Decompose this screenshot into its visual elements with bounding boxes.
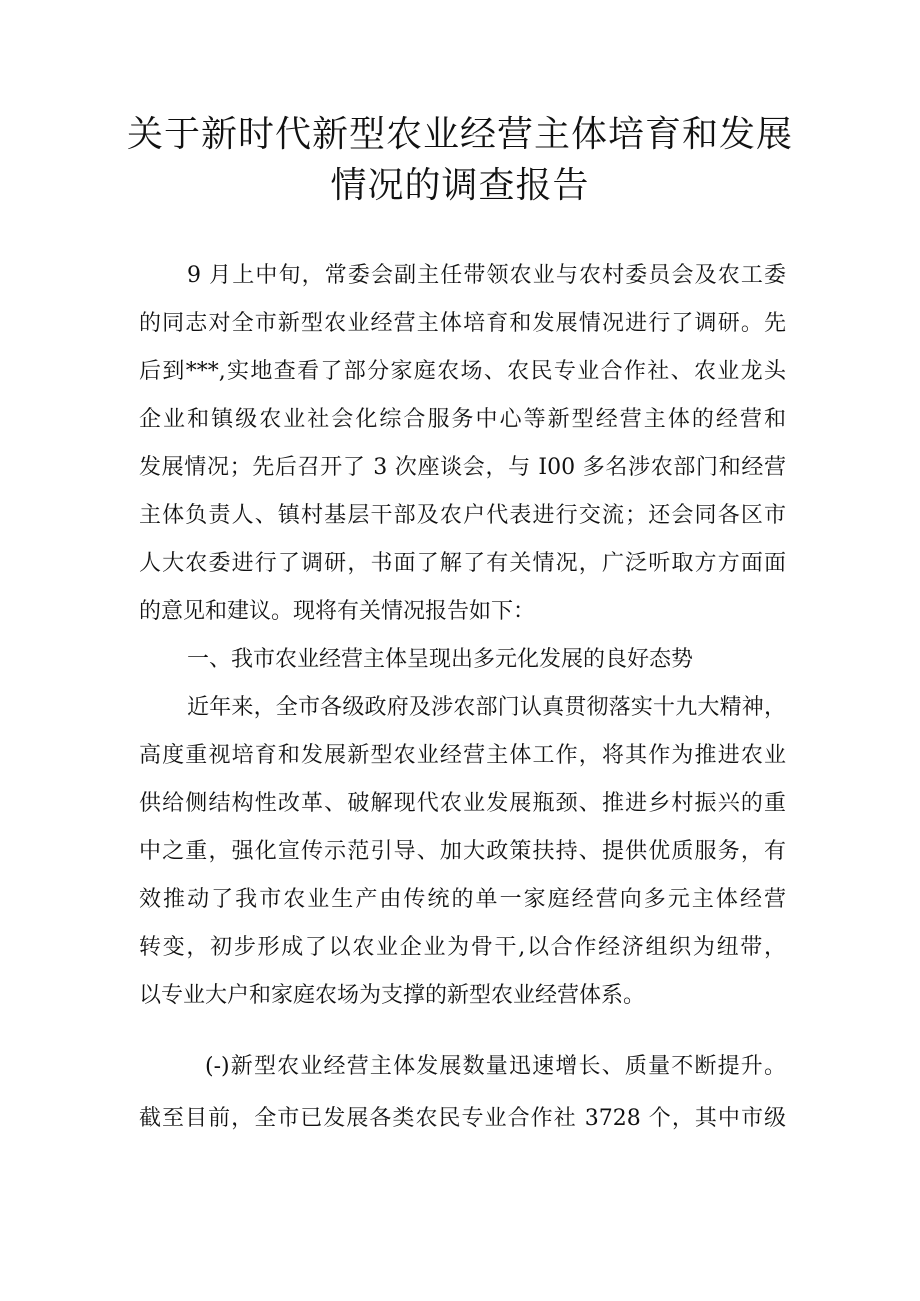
intro-line-2: 的同志对全市新型农业经营主体培育和发展情况进行了调研。先 — [139, 311, 786, 336]
section-line-4: 中之重，强化宣传示范引导、加大政策扶持、提供优质服务，有 — [139, 839, 786, 864]
section-heading: 一、我市农业经营主体呈现出多元化发展的良好态势 — [187, 647, 694, 672]
intro-line-3: 后到***,实地查看了部分家庭农场、农民专业合作社、农业龙头 — [139, 359, 786, 384]
document-title-line-2: 情况的调查报告 — [330, 165, 590, 206]
section-line-3: 供给侧结构性改革、破解现代农业发展瓶颈、推进乡村振兴的重 — [139, 791, 786, 816]
intro-line-6: 主体负责人、镇村基层干部及农户代表进行交流；还会同各区市 — [139, 503, 786, 528]
section-line-1: 近年来，全市各级政府及涉农部门认真贯彻落实十九大精神， — [187, 695, 786, 720]
subsection-line-1: (-)新型农业经营主体发展数量迅速增长、质量不断提升。 — [205, 1054, 786, 1079]
section-line-5: 效推动了我市农业生产由传统的单一家庭经营向多元主体经营 — [139, 887, 786, 912]
section-line-7: 以专业大户和家庭农场为支撑的新型农业经营体系。 — [139, 983, 646, 1008]
intro-line-4: 企业和镇级农业社会化综合服务中心等新型经营主体的经营和 — [139, 407, 786, 432]
intro-line-1: 9 月上中旬，常委会副主任带领农业与农村委员会及农工委 — [187, 263, 786, 288]
intro-line-5: 发展情况；先后召开了 3 次座谈会，与 I00 多名涉农部门和经营 — [139, 455, 786, 480]
subsection-line-2: 截至目前，全市已发展各类农民专业合作社 3728 个，其中市级 — [139, 1106, 786, 1131]
intro-line-7: 人大农委进行了调研，书面了解了有关情况，广泛听取方方面面 — [139, 551, 786, 576]
document-title-line-1: 关于新时代新型农业经营主体培育和发展 — [126, 114, 793, 155]
section-line-6: 转变，初步形成了以农业企业为骨干,以合作经济组织为纽带， — [139, 935, 786, 960]
intro-line-8: 的意见和建议。现将有关情况报告如下： — [139, 599, 536, 624]
section-line-2: 高度重视培育和发展新型农业经营主体工作，将其作为推进农业 — [139, 743, 786, 768]
